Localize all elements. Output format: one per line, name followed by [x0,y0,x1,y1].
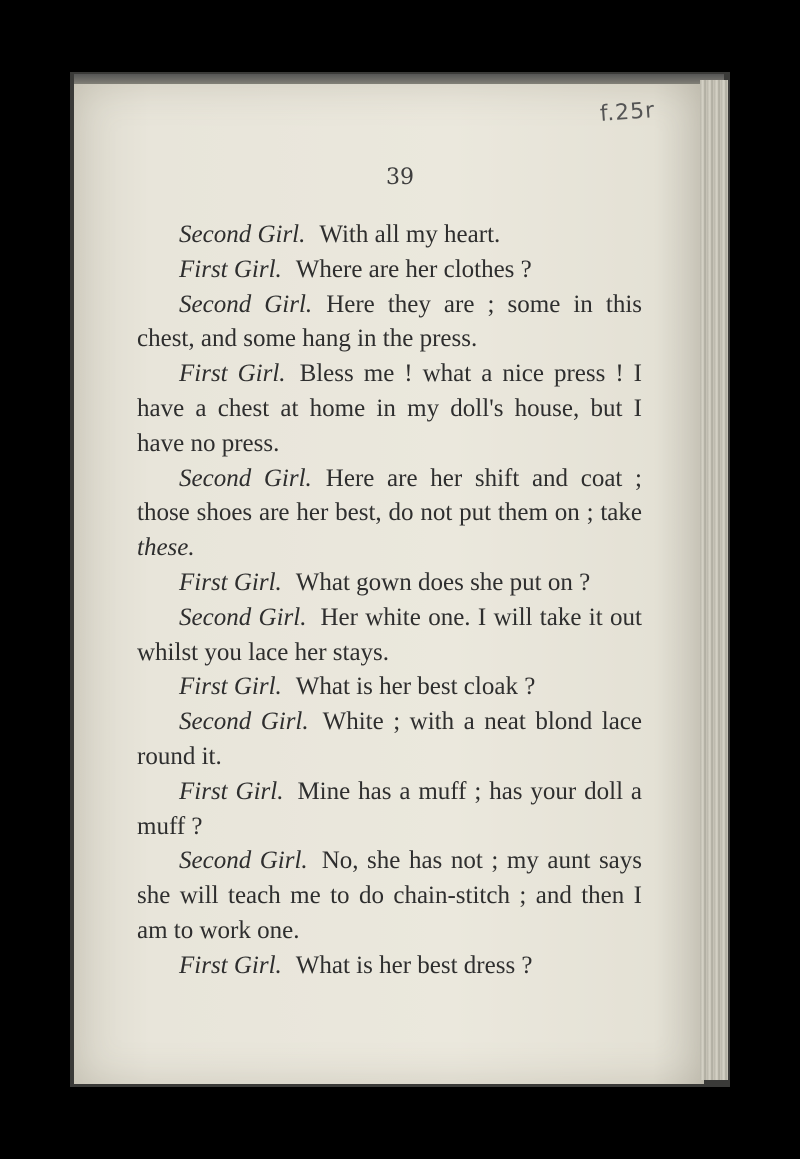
speaker-label: First Girl. [179,777,284,805]
line-text: What gown does she put on ? [295,568,591,596]
dialogue-line [137,601,642,671]
dialogue-line [137,705,642,775]
dialogue-line [137,288,642,358]
dialogue-line [137,566,642,601]
speaker-label: First Girl. [179,951,282,979]
line-text: Her white one. I will take it out whilst you lace her stays. [137,603,642,666]
speaker-label: First Girl. [179,673,282,701]
line-text: Here are her shift and coat ; those shoes are her best, do not put them on ; take [137,464,642,527]
dialogue-line [137,462,642,566]
line-text: Where are her clothes ? [295,255,532,283]
line-text: What is her best cloak ? [295,673,536,701]
dialogue-line [137,253,642,288]
speaker-label: Second Girl. [179,464,312,492]
speaker-label: First Girl. [179,568,282,596]
line-text: No, she has not ; my aunt says she will teach me to do chain-stitch ; and then I am to work one. [137,847,642,944]
dialogue-line [137,949,642,984]
dialogue-line [137,357,642,461]
line-text: White ; with a neat blond lace round it. [137,708,643,770]
line-text: With all my heart. [319,221,501,248]
emphasis-text: these. [137,534,195,562]
page-text [137,218,642,984]
folio-annotation: f.25r [599,98,656,127]
dialogue-line [137,844,642,948]
page-edges [700,80,728,1080]
speaker-label: First Girl. [179,360,286,388]
speaker-label: Second Girl. [179,708,309,736]
speaker-label: Second Girl. [179,603,307,631]
speaker-label: Second Girl. [179,221,306,248]
dialogue-line [137,218,642,253]
speaker-label: Second Girl. [179,290,313,318]
speaker-label: First Girl. [179,255,282,283]
dialogue-line [137,775,642,845]
line-text: Mine has a muff ; has your doll a muff ? [137,777,643,840]
dialogue-line [137,670,642,705]
page-number: 39 [386,165,414,190]
speaker-label: Second Girl. [179,847,308,875]
line-text: Bless me ! what a nice press ! I have a chest at home in my doll's house, but I have no press. [137,360,643,457]
line-text: Here they are ; some in this chest, and some hang in the press. [137,290,642,353]
line-text: What is her best dress ? [295,951,533,979]
